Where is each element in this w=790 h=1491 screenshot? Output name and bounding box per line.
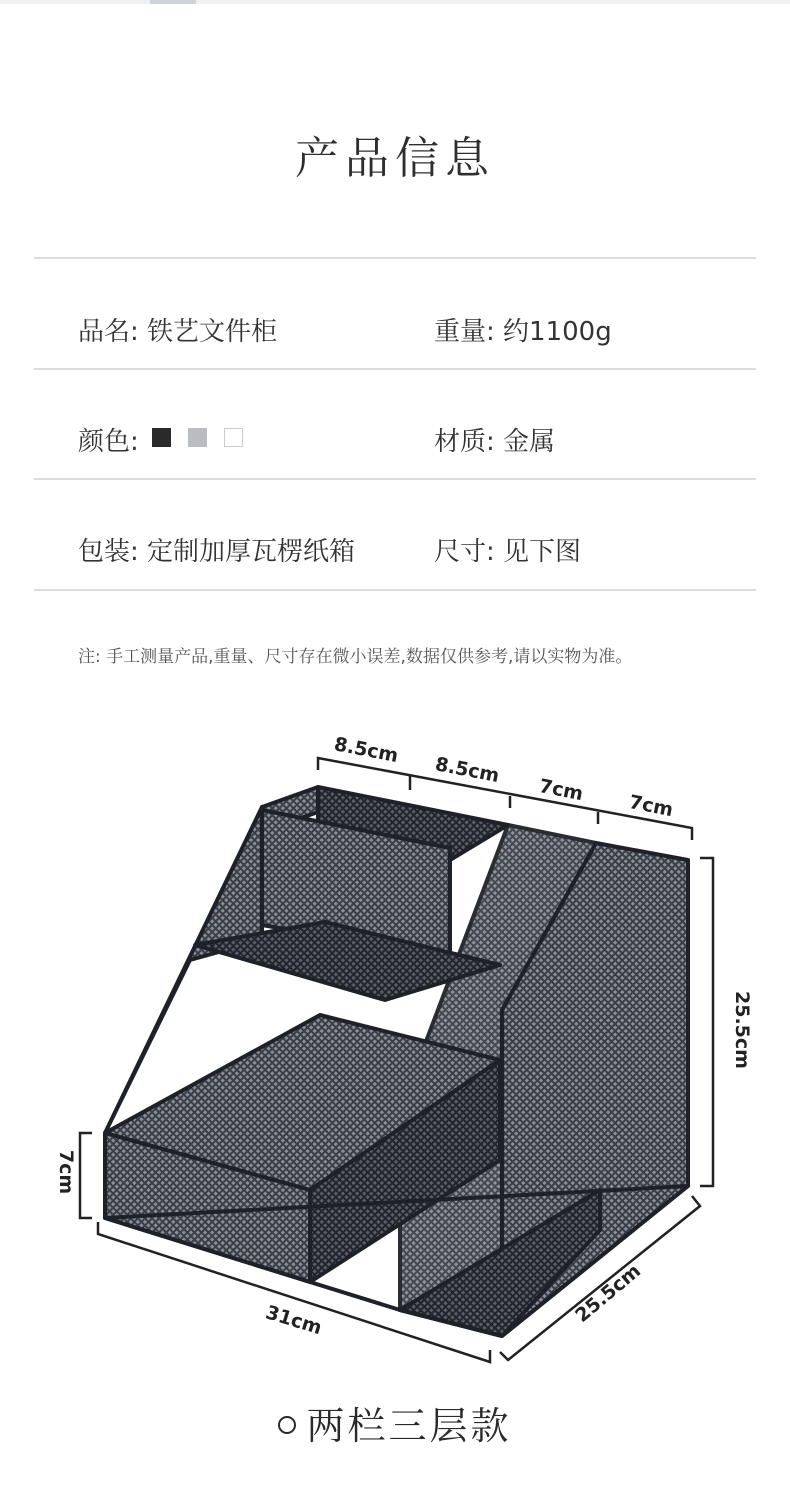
spec-weight-label: 重量: xyxy=(434,317,495,347)
spec-material xyxy=(434,421,555,458)
dim-top-4: 7cm xyxy=(627,791,675,822)
dim-width: 31cm xyxy=(263,1301,325,1340)
page-title: 产品信息 xyxy=(295,133,495,184)
dim-top-1: 8.5cm xyxy=(332,733,401,768)
top-bar xyxy=(0,0,790,4)
color-swatch-white xyxy=(224,428,243,447)
spec-weight-value: 约1100g xyxy=(503,317,612,347)
color-swatch-gray xyxy=(188,428,207,447)
spec-material-value: 金属 xyxy=(503,427,556,457)
disclaimer-note: 注: 手工测量产品,重量、尺寸存在微小误差,数据仅供参考,请以实物为准。 xyxy=(78,647,633,667)
top-bar-accent xyxy=(150,0,196,4)
product-diagram xyxy=(0,690,790,1380)
dim-depth: 25.5cm xyxy=(571,1259,646,1327)
divider-row-1 xyxy=(34,368,756,370)
spec-size-value: 见下图 xyxy=(503,537,582,567)
divider-top xyxy=(34,257,756,259)
dim-top-3: 7cm xyxy=(537,775,585,806)
spec-size-label: 尺寸: xyxy=(434,537,495,567)
spec-name xyxy=(78,311,277,348)
spec-weight xyxy=(434,311,612,348)
dim-front-height: 7cm xyxy=(55,1149,77,1195)
divider-row-3 xyxy=(34,589,756,591)
dim-top-2: 8.5cm xyxy=(433,753,502,788)
spec-packaging-label: 包装: xyxy=(78,537,139,567)
spec-size xyxy=(434,531,581,568)
spec-packaging xyxy=(78,531,355,568)
dim-height: 25.5cm xyxy=(731,991,753,1069)
spec-packaging-value: 定制加厚瓦楞纸箱 xyxy=(147,537,356,567)
spec-color xyxy=(78,421,139,458)
spec-name-label: 品名: xyxy=(78,317,139,347)
model-caption-text: 两栏三层款 xyxy=(306,1404,512,1448)
divider-row-2 xyxy=(34,478,756,480)
spec-color-label: 颜色: xyxy=(78,427,139,457)
circle-icon xyxy=(278,1416,296,1434)
color-swatch-black xyxy=(152,428,171,447)
model-caption xyxy=(0,1395,790,1450)
file-organizer-image xyxy=(105,787,688,1336)
spec-name-value: 铁艺文件柜 xyxy=(147,317,278,347)
spec-material-label: 材质: xyxy=(434,427,495,457)
